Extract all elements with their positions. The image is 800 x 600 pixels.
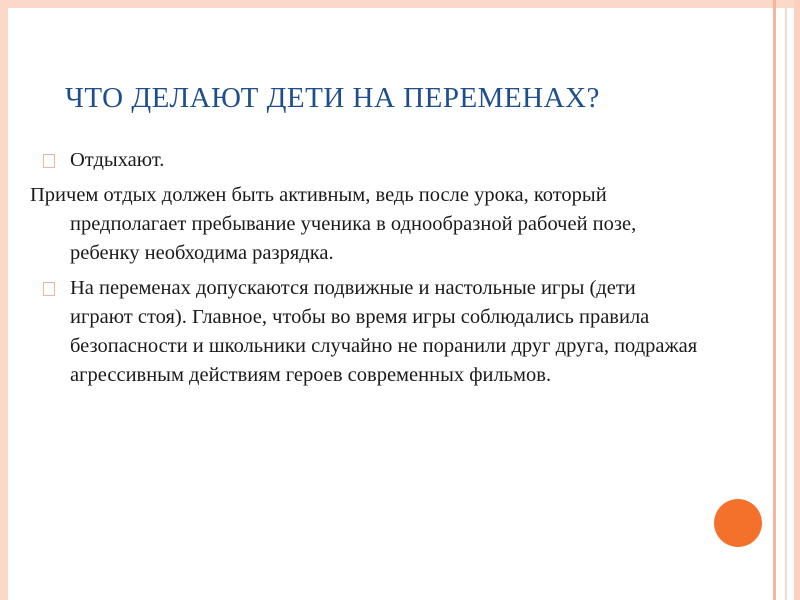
frame-right-stripe-thin: [785, 0, 787, 600]
bullet-square-icon: [43, 154, 55, 168]
orange-circle-icon: [714, 499, 762, 547]
bullet-paragraph: [40, 146, 700, 175]
frame-right: [794, 0, 800, 600]
frame-right-stripe: [773, 0, 776, 600]
frame-left: [0, 0, 8, 600]
bullet-paragraph: [40, 274, 700, 390]
paragraph-text: На переменах допускаются подвижные и настольные игры (дети играют стоя). Главное, чтобы во время игры соблюдались правила безопасности и школьники случайно не поранили друг друга, подражая агрессивным действиям героев современных фильмов.: [70, 277, 698, 386]
paragraph-text: Отдыхают.: [70, 149, 165, 171]
slide-content: [30, 146, 700, 396]
plain-paragraph: [30, 181, 700, 268]
paragraph-text: Причем отдых должен быть активным, ведь после урока, который предполагает пребывание ученика в однообразной рабочей позе, ребенку необходима разрядка.: [30, 184, 637, 264]
frame-top: [0, 0, 800, 8]
slide-title: ЧТО ДЕЛАЮТ ДЕТИ НА ПЕРЕМЕНАХ?: [65, 82, 600, 114]
bullet-square-icon: [43, 282, 55, 296]
